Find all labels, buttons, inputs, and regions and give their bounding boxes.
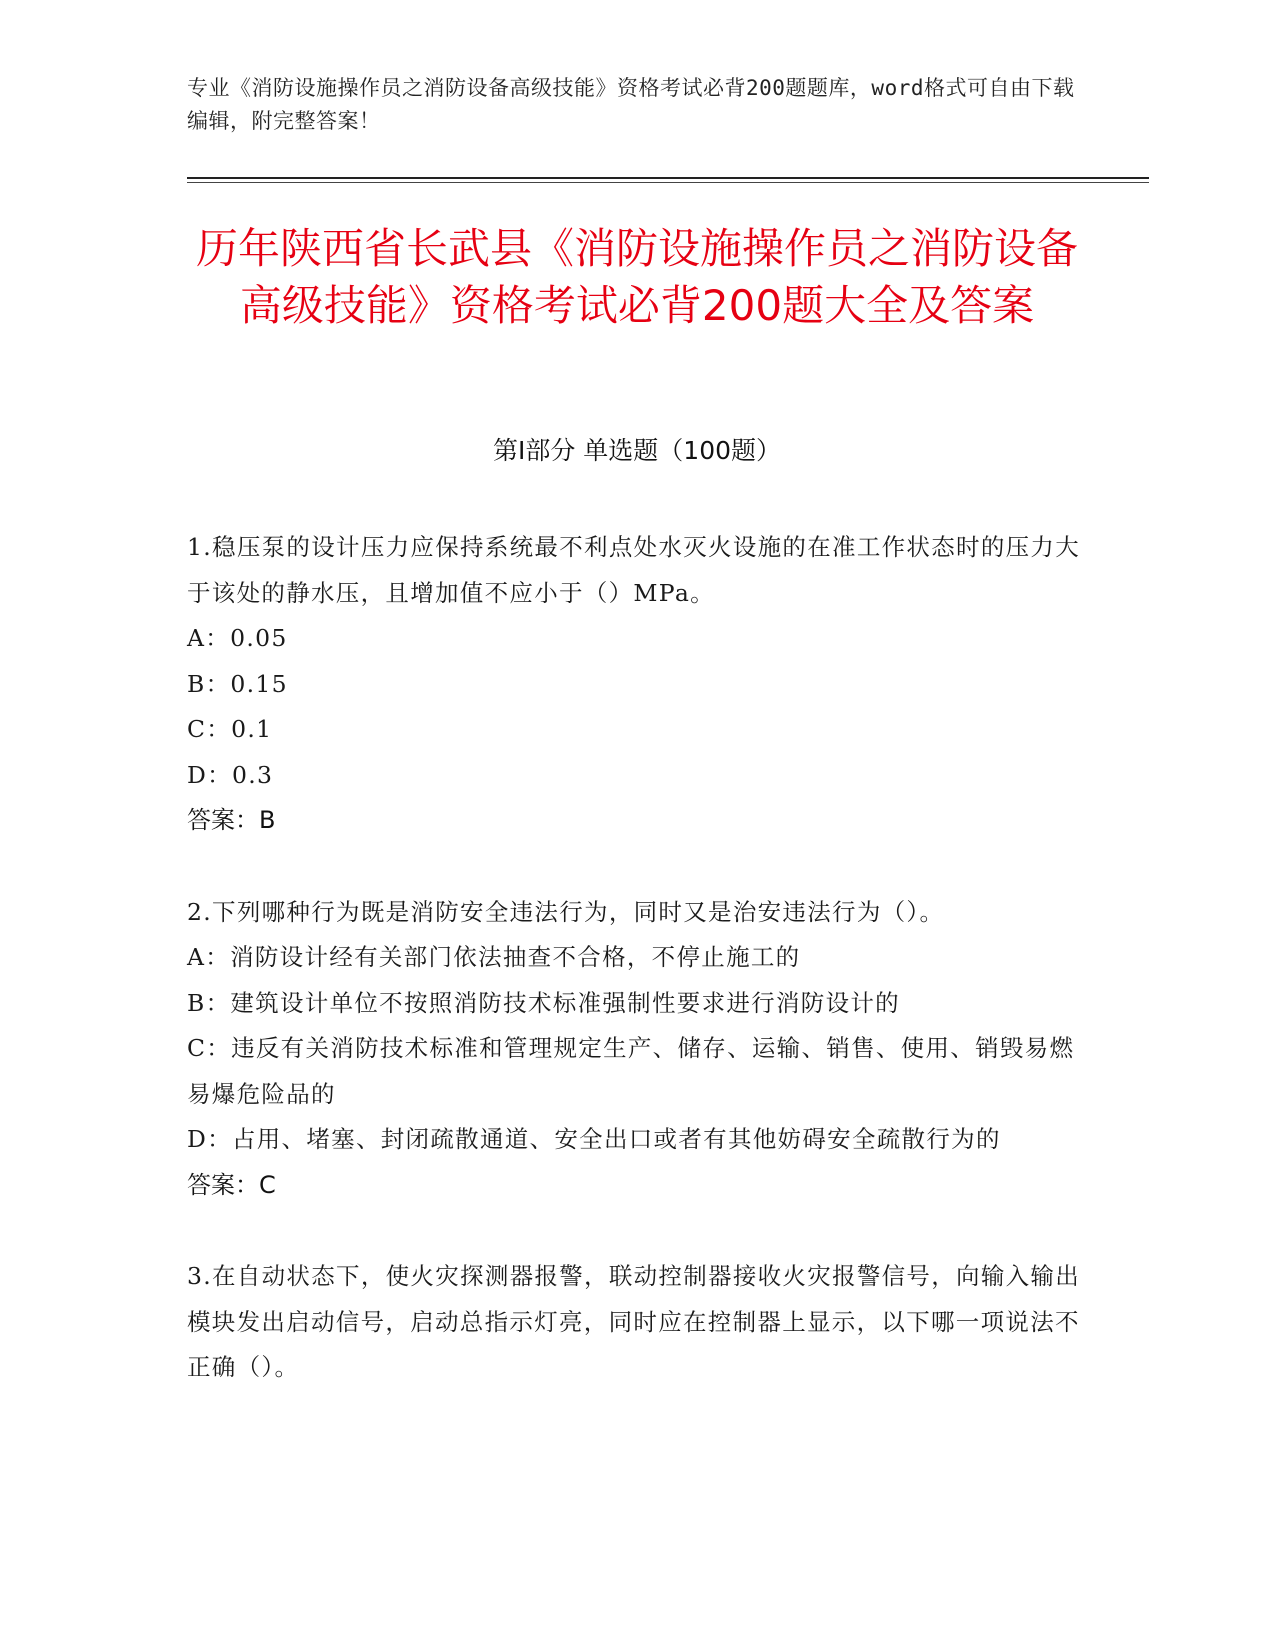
option-d: D：占用、堵塞、封闭疏散通道、安全出口或者有其他妨碍安全疏散行为的 <box>187 1125 1001 1153</box>
answer-line: 答案：C <box>187 1170 276 1199</box>
question-3 <box>187 1254 1087 1391</box>
option-a: A：消防设计经有关部门依法抽查不合格，不停止施工的 <box>187 943 801 971</box>
question-2 <box>187 890 1087 1209</box>
question-stem: 1.稳压泵的设计压力应保持系统最不利点处水灭火设施的在准工作状态时的压力大于该处的静水压，且增加值不应小于（）MPa。 <box>187 533 1081 607</box>
option-b: B：建筑设计单位不按照消防技术标准强制性要求进行消防设计的 <box>187 988 900 1017</box>
section-heading: 第Ⅰ部分 单选题（100题） <box>492 436 782 465</box>
option-b: B：0.15 <box>187 669 288 698</box>
header-note: 专业《消防设施操作员之消防设备高级技能》资格考试必背200题题库，word格式可自由下载编辑，附完整答案！ <box>187 76 1075 133</box>
question-stem: 3.在自动状态下，使火灾探测器报警，联动控制器接收火灾报警信号，向输入输出模块发出启动信号，启动总指示灯亮，同时应在控制器上显示，以下哪一项说法不正确（）。 <box>187 1262 1081 1381</box>
header-divider-thin <box>187 182 1149 183</box>
question-1 <box>187 525 1087 844</box>
document-title: 历年陕西省长武县《消防设施操作员之消防设备高级技能》资格考试必背200题大全及答案 <box>195 224 1078 330</box>
question-list <box>187 525 1087 1437</box>
option-a: A：0.05 <box>187 624 288 652</box>
header-divider <box>187 177 1149 179</box>
option-c: C：违反有关消防技术标准和管理规定生产、储存、运输、销售、使用、销毁易燃易爆危险品的 <box>187 1034 1075 1108</box>
option-d: D：0.3 <box>187 760 274 789</box>
option-c: C：0.1 <box>187 715 273 743</box>
answer-line: 答案：B <box>187 806 276 834</box>
question-stem: 2.下列哪种行为既是消防安全违法行为，同时又是治安违法行为（）。 <box>187 897 945 926</box>
